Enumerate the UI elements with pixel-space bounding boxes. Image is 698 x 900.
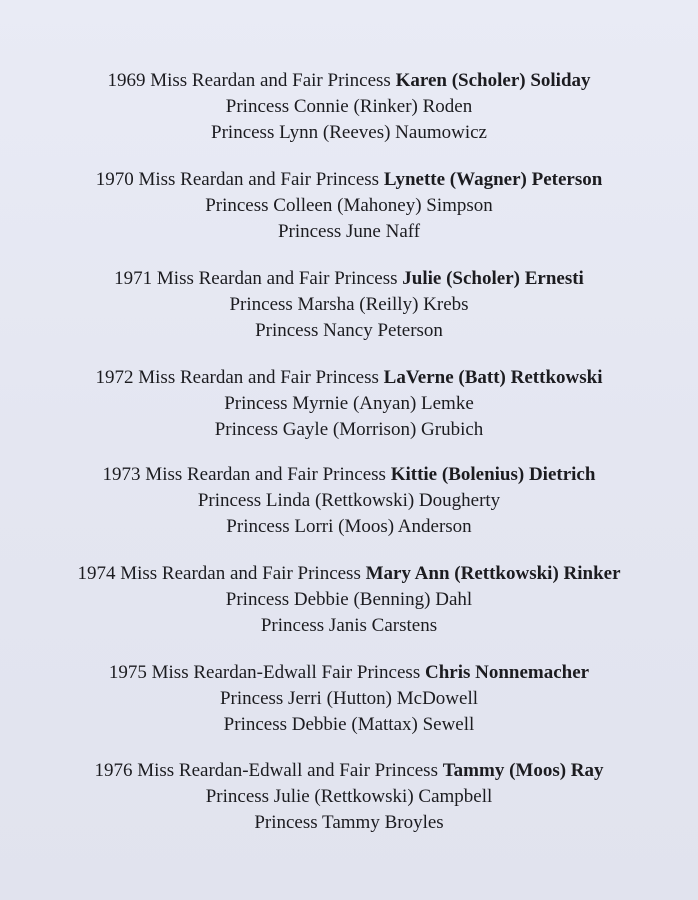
entry-1970 xyxy=(0,167,698,245)
entry-winner: Mary Ann (Rettkowski) Rinker xyxy=(365,563,621,584)
princess-line: Princess Julie (Rettkowski) Campbell xyxy=(205,786,493,807)
entry-title: Miss Reardan and Fair Princess xyxy=(150,70,391,91)
entry-year: 1976 xyxy=(94,760,133,781)
entry-year: 1971 xyxy=(114,268,153,289)
princess-line: Princess Debbie (Benning) Dahl xyxy=(225,589,473,610)
entry-heading xyxy=(0,266,698,292)
princess-line: Princess Marsha (Reilly) Krebs xyxy=(229,294,469,315)
entry-1971 xyxy=(0,266,698,344)
entry-heading xyxy=(0,758,698,784)
entry-winner: Karen (Scholer) Soliday xyxy=(395,70,591,91)
princess-line: Princess Debbie (Mattax) Sewell xyxy=(223,714,475,735)
princess-line: Princess Lynn (Reeves) Naumowicz xyxy=(211,122,487,143)
entry-heading xyxy=(0,365,698,391)
entry-1974 xyxy=(0,561,698,639)
entry-title: Miss Reardan and Fair Princess xyxy=(138,169,380,190)
entry-winner: LaVerne (Batt) Rettkowski xyxy=(383,367,603,388)
entry-winner: Kittie (Bolenius) Dietrich xyxy=(390,464,596,485)
entry-year: 1969 xyxy=(107,70,146,91)
princess-line: Princess Lorri (Moos) Anderson xyxy=(226,516,472,537)
entry-1975 xyxy=(0,660,698,738)
entry-heading xyxy=(0,561,698,587)
entry-year: 1974 xyxy=(77,563,116,584)
entry-1976 xyxy=(0,758,698,836)
princess-line: Princess Jerri (Hutton) McDowell xyxy=(219,688,479,709)
entry-heading xyxy=(0,660,698,686)
entry-year: 1975 xyxy=(108,662,147,683)
entry-winner: Tammy (Moos) Ray xyxy=(442,760,604,781)
entry-title: Miss Reardan and Fair Princess xyxy=(156,268,398,289)
entry-title: Miss Reardan and Fair Princess xyxy=(120,563,361,584)
entry-1969 xyxy=(0,68,698,146)
princess-line: Princess Connie (Rinker) Roden xyxy=(225,96,473,117)
princess-line: Princess Nancy Peterson xyxy=(255,320,443,341)
entry-heading xyxy=(0,462,698,488)
entry-1973 xyxy=(0,462,698,540)
princess-line: Princess Gayle (Morrison) Grubich xyxy=(214,419,484,440)
entry-title: Miss Reardan-Edwall and Fair Princess xyxy=(137,760,438,781)
princess-line: Princess Colleen (Mahoney) Simpson xyxy=(205,195,493,216)
entry-title: Miss Reardan-Edwall Fair Princess xyxy=(151,662,421,683)
entry-year: 1970 xyxy=(95,169,134,190)
princess-line: Princess June Naff xyxy=(277,221,421,242)
entry-heading xyxy=(0,68,698,94)
entry-winner: Chris Nonnemacher xyxy=(424,662,590,683)
entry-title: Miss Reardan and Fair Princess xyxy=(138,367,379,388)
entry-title: Miss Reardan and Fair Princess xyxy=(145,464,386,485)
princess-line: Princess Janis Carstens xyxy=(260,615,438,636)
entry-year: 1972 xyxy=(95,367,134,388)
entry-year: 1973 xyxy=(102,464,141,485)
princess-line: Princess Linda (Rettkowski) Dougherty xyxy=(197,490,501,511)
entry-winner: Julie (Scholer) Ernesti xyxy=(402,268,584,289)
princess-line: Princess Tammy Broyles xyxy=(254,812,444,833)
entry-1972 xyxy=(0,365,698,443)
entry-heading xyxy=(0,167,698,193)
princess-line: Princess Myrnie (Anyan) Lemke xyxy=(224,393,474,414)
entry-winner: Lynette (Wagner) Peterson xyxy=(383,169,603,190)
